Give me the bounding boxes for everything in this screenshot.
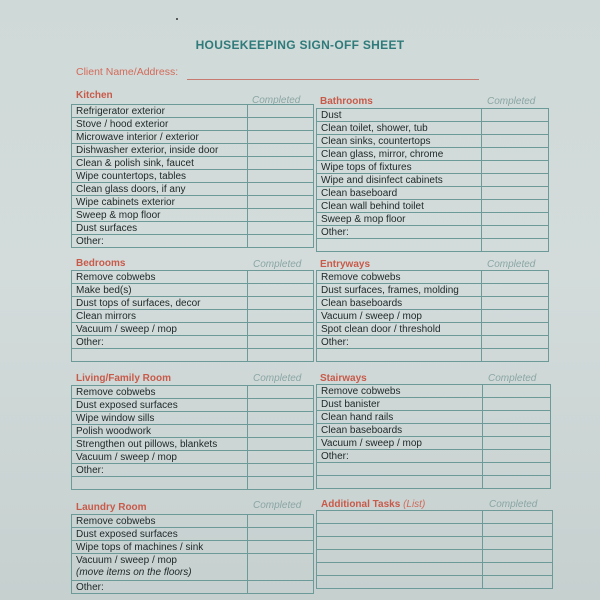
table-row [72,581,314,594]
task-label: Remove cobwebs [72,271,248,284]
completed-checkbox-cell[interactable] [481,135,548,148]
completed-checkbox-cell[interactable] [483,550,553,563]
completed-checkbox-cell[interactable] [247,554,313,581]
table-row [72,183,314,196]
completed-checkbox-cell[interactable] [247,284,313,297]
task-label: Make bed(s) [72,284,248,297]
completed-checkbox-cell[interactable] [247,105,313,118]
completed-checkbox-cell[interactable] [247,464,313,477]
task-label: Strengthen out pillows, blankets [72,438,248,451]
table-row [72,425,314,438]
completed-checkbox-cell[interactable] [247,323,313,336]
completed-checkbox-cell[interactable] [481,323,548,336]
task-label: Dust surfaces, frames, molding [317,284,482,297]
laundry-room-heading: Laundry Room [76,502,147,513]
completed-checkbox-cell[interactable] [247,310,313,323]
task-label: Remove cobwebs [72,386,248,399]
blank-task-cell[interactable] [317,537,483,550]
task-label: Clean toilet, shower, tub [317,122,482,135]
table-row [72,297,314,310]
table-row [317,213,549,226]
completed-checkbox-cell[interactable] [483,511,553,524]
completed-checkbox-cell[interactable] [247,271,313,284]
completed-checkbox-cell[interactable] [483,576,553,589]
table-row [72,105,314,118]
entryways-checklist [316,270,549,362]
entryways-completed-header: Completed [487,259,536,270]
completed-checkbox-cell[interactable] [481,122,548,135]
completed-checkbox-cell[interactable] [483,563,553,576]
completed-checkbox-cell[interactable] [482,424,550,437]
completed-checkbox-cell[interactable] [481,336,548,349]
completed-checkbox-cell[interactable] [247,451,313,464]
task-label: Remove cobwebs [317,385,483,398]
table-row [72,118,314,131]
completed-checkbox-cell[interactable] [482,437,550,450]
completed-checkbox-cell[interactable] [481,239,548,252]
task-label: Clean baseboards [317,424,483,437]
speck-mark [176,18,178,20]
table-row [317,109,549,122]
blank-row [317,476,551,489]
table-row [72,438,314,451]
completed-checkbox-cell[interactable] [247,528,313,541]
task-label: Wipe tops of fixtures [317,161,482,174]
table-row [317,135,549,148]
completed-checkbox-cell[interactable] [247,131,313,144]
table-row [72,541,314,554]
task-label: Other: [72,581,248,594]
table-row [72,131,314,144]
task-label: Vacuum / sweep / mop [72,451,248,464]
blank-row [317,537,553,550]
additional-tasks-heading [321,499,425,510]
completed-checkbox-cell[interactable] [481,297,548,310]
task-label: Wipe window sills [72,412,248,425]
blank-task-cell[interactable] [317,550,483,563]
task-label: Microwave interior / exterior [72,131,248,144]
completed-checkbox-cell[interactable] [247,581,313,594]
table-row [317,271,549,284]
task-label-multiline [72,554,248,581]
completed-checkbox-cell[interactable] [247,196,313,209]
task-label: Spot clean door / threshold [317,323,482,336]
task-label: Clean sinks, countertops [317,135,482,148]
completed-checkbox-cell[interactable] [247,425,313,438]
kitchen-completed-header: Completed [252,95,301,106]
completed-checkbox-cell[interactable] [247,235,313,248]
table-row [72,528,314,541]
blank-task-cell[interactable] [317,463,483,476]
task-label: Wipe and disinfect cabinets [317,174,482,187]
table-row [72,222,314,235]
blank-task-cell[interactable] [317,476,483,489]
completed-checkbox-cell[interactable] [482,411,550,424]
kitchen-checklist [71,104,314,248]
completed-checkbox-cell[interactable] [481,200,548,213]
completed-checkbox-cell[interactable] [247,336,313,349]
living-room-heading: Living/Family Room [76,373,172,384]
blank-row [317,349,549,362]
bedrooms-completed-header: Completed [253,259,302,270]
stairways-completed-header: Completed [488,373,537,384]
completed-checkbox-cell[interactable] [247,349,313,362]
task-label: Dust surfaces [72,222,248,235]
completed-checkbox-cell[interactable] [481,148,548,161]
completed-checkbox-cell[interactable] [482,398,550,411]
completed-checkbox-cell[interactable] [247,477,313,490]
task-label: Stove / hood exterior [72,118,248,131]
task-label: Clean glass, mirror, chrome [317,148,482,161]
entryways-heading: Entryways [320,259,371,270]
task-label: Other: [72,336,248,349]
task-label: Sweep & mop floor [72,209,248,222]
task-label: Polish woodwork [72,425,248,438]
completed-checkbox-cell[interactable] [481,213,548,226]
completed-checkbox-cell[interactable] [483,524,553,537]
client-name-label: Client Name/Address: [76,66,179,78]
table-row [72,451,314,464]
completed-checkbox-cell[interactable] [481,161,548,174]
blank-row [317,239,549,252]
task-label: Wipe cabinets exterior [72,196,248,209]
table-row [317,411,551,424]
stairways-heading: Stairways [320,373,367,384]
additional-tasks-title: Additional Tasks [321,499,401,510]
task-label: Remove cobwebs [317,271,482,284]
completed-checkbox-cell[interactable] [247,118,313,131]
blank-task-cell[interactable] [317,576,483,589]
table-row [317,450,551,463]
table-row [72,515,314,528]
completed-checkbox-cell[interactable] [481,349,548,362]
task-label: Vacuum / sweep / mop [317,310,482,323]
kitchen-heading: Kitchen [76,90,113,101]
task-label: Wipe tops of machines / sink [72,541,248,554]
task-label: Vacuum / sweep / mop [72,323,248,336]
table-row [72,399,314,412]
table-row [317,161,549,174]
table-row [72,323,314,336]
stairways-checklist [316,384,551,489]
living-room-completed-header: Completed [253,373,302,384]
task-label: Clean & polish sink, faucet [72,157,248,170]
task-label: Refrigerator exterior [72,105,248,118]
table-row [317,226,549,239]
task-label: Other: [72,464,248,477]
laundry-room-checklist [71,514,314,594]
task-label: Dishwasher exterior, inside door [72,144,248,157]
completed-checkbox-cell[interactable] [481,109,548,122]
table-row [317,148,549,161]
table-row [317,385,551,398]
completed-checkbox-cell[interactable] [247,399,313,412]
bedrooms-heading: Bedrooms [76,258,126,269]
completed-checkbox-cell[interactable] [481,187,548,200]
blank-row [317,563,553,576]
blank-task-cell[interactable] [317,239,482,252]
completed-checkbox-cell[interactable] [247,170,313,183]
completed-checkbox-cell[interactable] [482,450,550,463]
task-label: Vacuum / sweep / mop [76,555,177,566]
table-row [72,170,314,183]
table-row [72,144,314,157]
blank-row [317,463,551,476]
completed-checkbox-cell[interactable] [247,541,313,554]
task-label: Vacuum / sweep / mop [317,437,483,450]
additional-tasks-completed-header: Completed [489,499,538,510]
blank-row [317,550,553,563]
blank-task-cell[interactable] [317,563,483,576]
completed-checkbox-cell[interactable] [482,385,550,398]
table-row [317,174,549,187]
task-label: Dust exposed surfaces [72,528,248,541]
task-label: Dust [317,109,482,122]
completed-checkbox-cell[interactable] [481,284,548,297]
table-row [317,398,551,411]
additional-tasks-sub: (List) [403,499,426,510]
completed-checkbox-cell[interactable] [247,297,313,310]
blank-row [317,524,553,537]
task-note: (move items on the floors) [76,567,192,578]
completed-checkbox-cell[interactable] [247,386,313,399]
completed-checkbox-cell[interactable] [247,144,313,157]
task-label: Clean baseboards [317,297,482,310]
table-row [317,437,551,450]
blank-task-cell[interactable] [317,511,483,524]
completed-checkbox-cell[interactable] [481,271,548,284]
blank-task-cell[interactable] [317,349,482,362]
task-label: Clean baseboard [317,187,482,200]
bathrooms-completed-header: Completed [487,96,536,107]
blank-task-cell[interactable] [72,477,248,490]
task-label: Clean mirrors [72,310,248,323]
completed-checkbox-cell[interactable] [482,476,550,489]
task-label: Other: [317,450,483,463]
completed-checkbox-cell[interactable] [247,209,313,222]
completed-checkbox-cell[interactable] [481,226,548,239]
table-row [72,271,314,284]
table-row [72,209,314,222]
task-label: Sweep & mop floor [317,213,482,226]
blank-row [72,349,314,362]
blank-row [72,477,314,490]
task-label: Dust banister [317,398,483,411]
blank-task-cell[interactable] [317,524,483,537]
table-row [317,336,549,349]
table-row [317,122,549,135]
living-room-checklist [71,385,314,490]
completed-checkbox-cell[interactable] [247,412,313,425]
completed-checkbox-cell[interactable] [483,537,553,550]
table-row [317,284,549,297]
completed-checkbox-cell[interactable] [247,222,313,235]
table-row [72,196,314,209]
completed-checkbox-cell[interactable] [247,438,313,451]
table-row [72,235,314,248]
blank-row [317,511,553,524]
additional-tasks-checklist [316,510,553,589]
table-row [72,336,314,349]
bathrooms-heading: Bathrooms [320,96,373,107]
completed-checkbox-cell[interactable] [482,463,550,476]
table-row [72,310,314,323]
task-label: Clean glass doors, if any [72,183,248,196]
task-label: Clean wall behind toilet [317,200,482,213]
completed-checkbox-cell[interactable] [481,310,548,323]
table-row [72,412,314,425]
table-row [317,297,549,310]
table-row [317,200,549,213]
blank-task-cell[interactable] [72,349,248,362]
task-label: Other: [317,336,482,349]
table-row [317,424,551,437]
task-label: Dust exposed surfaces [72,399,248,412]
task-label: Other: [72,235,248,248]
table-row [317,187,549,200]
table-row [72,464,314,477]
completed-checkbox-cell[interactable] [481,174,548,187]
page-title: HOUSEKEEPING SIGN-OFF SHEET [195,38,405,52]
completed-checkbox-cell[interactable] [247,157,313,170]
table-row [72,284,314,297]
bathrooms-checklist [316,108,549,252]
completed-checkbox-cell[interactable] [247,183,313,196]
table-row [72,157,314,170]
task-label: Dust tops of surfaces, decor [72,297,248,310]
task-label: Remove cobwebs [72,515,248,528]
table-row [72,554,314,581]
client-name-field[interactable] [187,79,479,80]
completed-checkbox-cell[interactable] [247,515,313,528]
laundry-room-completed-header: Completed [253,500,302,511]
task-label: Other: [317,226,482,239]
table-row [317,310,549,323]
task-label: Wipe countertops, tables [72,170,248,183]
table-row [317,323,549,336]
blank-row [317,576,553,589]
task-label: Clean hand rails [317,411,483,424]
table-row [72,386,314,399]
bedrooms-checklist [71,270,314,362]
